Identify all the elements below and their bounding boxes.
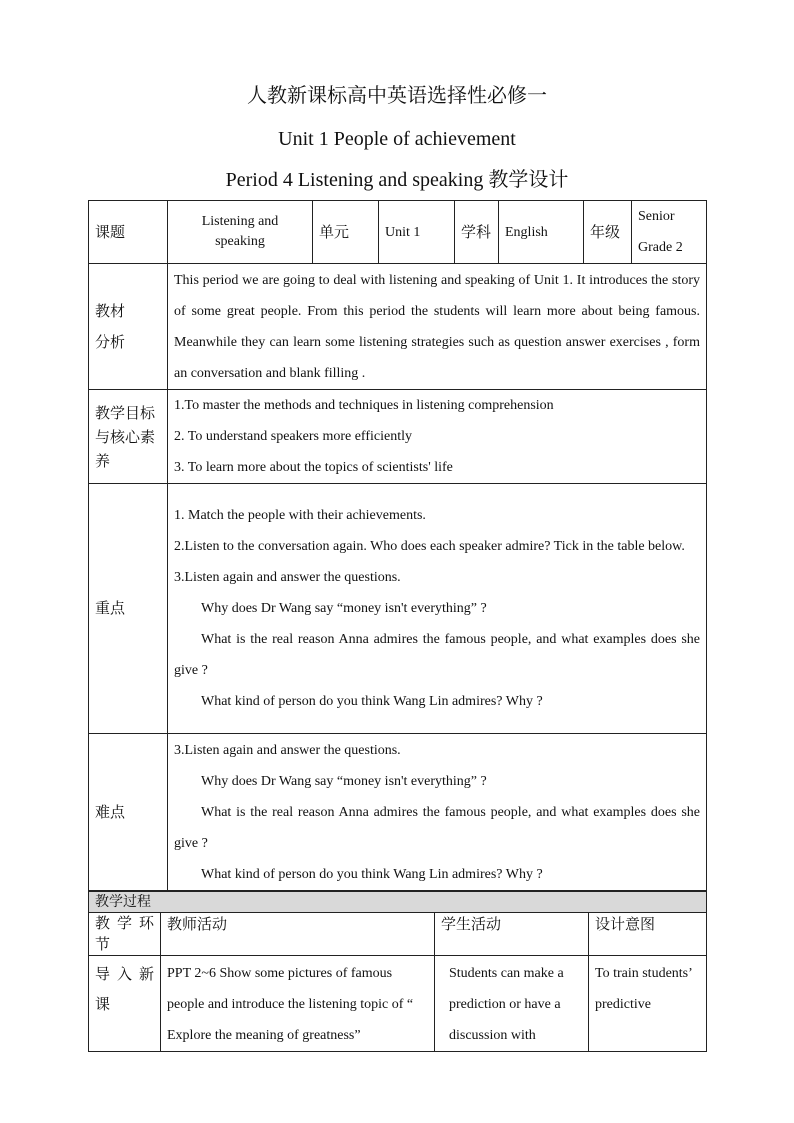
- key-points-list: [168, 484, 707, 734]
- objectives-row: [89, 390, 707, 484]
- subject-value: English: [499, 201, 584, 264]
- grade-value: [632, 201, 707, 264]
- analysis-row: [89, 264, 707, 390]
- key-point-item: 1. Match the people with their achievements.: [174, 508, 426, 523]
- grade-value-line1: Senior: [638, 209, 675, 224]
- objectives-label: [89, 390, 168, 484]
- objectives-list: [168, 390, 707, 484]
- doc-title-period: Period 4 Listening and speaking 教学设计: [225, 169, 569, 191]
- analysis-text: This period we are going to deal with listening and speaking of Unit 1. It introduces the story of some great people. From this period the students will learn more about being famous. Meanwhile they can learn some listening strategies such as question answer exercises , form an conversation and blank filling .: [168, 264, 707, 390]
- stage-cell: 导 入 新 课: [89, 956, 161, 1052]
- topic-value-line2: speaking: [215, 234, 265, 249]
- design-intent-header: 设计意图: [589, 913, 707, 956]
- topic-label: 课题: [89, 201, 168, 264]
- analysis-label-line2: 分析: [95, 332, 126, 351]
- objective-item: 2. To understand speakers more efficiently: [174, 429, 412, 444]
- key-point-item: 2.Listen to the conversation again. Who does each speaker admire? Tick in the table below.: [174, 539, 685, 554]
- grade-value-line2: Grade 2: [638, 240, 683, 255]
- difficulties-list: [168, 734, 707, 891]
- objective-item: 3. To learn more about the topics of scientists' life: [174, 460, 453, 475]
- process-header-row: [89, 913, 707, 956]
- process-section-title: 教学过程: [89, 892, 707, 913]
- subject-label: 学科: [455, 201, 499, 264]
- objectives-label-line3: 养: [95, 451, 111, 470]
- key-points-label: 重点: [89, 484, 168, 734]
- design-intent-cell: To train students’ predictive: [589, 956, 707, 1052]
- process-row: [89, 956, 707, 1052]
- key-point-item: 3.Listen again and answer the questions.: [174, 570, 401, 585]
- key-points-row: [89, 484, 707, 734]
- info-row: [89, 201, 707, 264]
- unit-label: 单元: [313, 201, 379, 264]
- key-point-question: Why does Dr Wang say “money isn't everything” ?: [201, 601, 487, 616]
- analysis-label-line1: 教材: [95, 301, 126, 320]
- objectives-label-line2: 与核心素: [95, 427, 156, 446]
- doc-title-unit: Unit 1 People of achievement: [278, 128, 516, 150]
- unit-value: Unit 1: [379, 201, 455, 264]
- doc-title-series: 人教新课标高中英语选择性必修一: [247, 85, 547, 107]
- objectives-label-line1: 教学目标: [95, 403, 156, 422]
- teacher-activity-header: 教师活动: [161, 913, 435, 956]
- topic-value: [168, 201, 313, 264]
- topic-value-line1: Listening and: [201, 214, 279, 229]
- grade-label: 年级: [584, 201, 632, 264]
- difficulty-item: 3.Listen again and answer the questions.: [174, 742, 401, 758]
- key-point-question: What is the real reason Anna admires the famous people, and what examples does she give ?: [174, 632, 700, 678]
- stage-header: 教 学 环 节: [89, 913, 161, 956]
- difficulty-question: What kind of person do you think Wang Lin admires? Why ?: [201, 866, 543, 882]
- student-activity-header: 学生活动: [435, 913, 589, 956]
- objective-item: 1.To master the methods and techniques in listening comprehension: [174, 398, 554, 413]
- difficulties-label: 难点: [89, 734, 168, 891]
- difficulties-row: [89, 734, 707, 891]
- lesson-info-table: [88, 200, 707, 891]
- process-title-row: [89, 892, 707, 913]
- difficulty-question: What is the real reason Anna admires the famous people, and what examples does she give ?: [174, 804, 700, 851]
- difficulty-question: Why does Dr Wang say “money isn't everything” ?: [201, 773, 487, 789]
- student-activity-cell: Students can make a prediction or have a discussion with: [435, 956, 589, 1052]
- teaching-process-table: [88, 891, 707, 1052]
- teacher-activity-cell: PPT 2~6 Show some pictures of famous people and introduce the listening topic of “ Explore the meaning of greatness”: [161, 956, 435, 1052]
- key-point-question: What kind of person do you think Wang Lin admires? Why ?: [201, 694, 543, 709]
- analysis-label: [89, 264, 168, 390]
